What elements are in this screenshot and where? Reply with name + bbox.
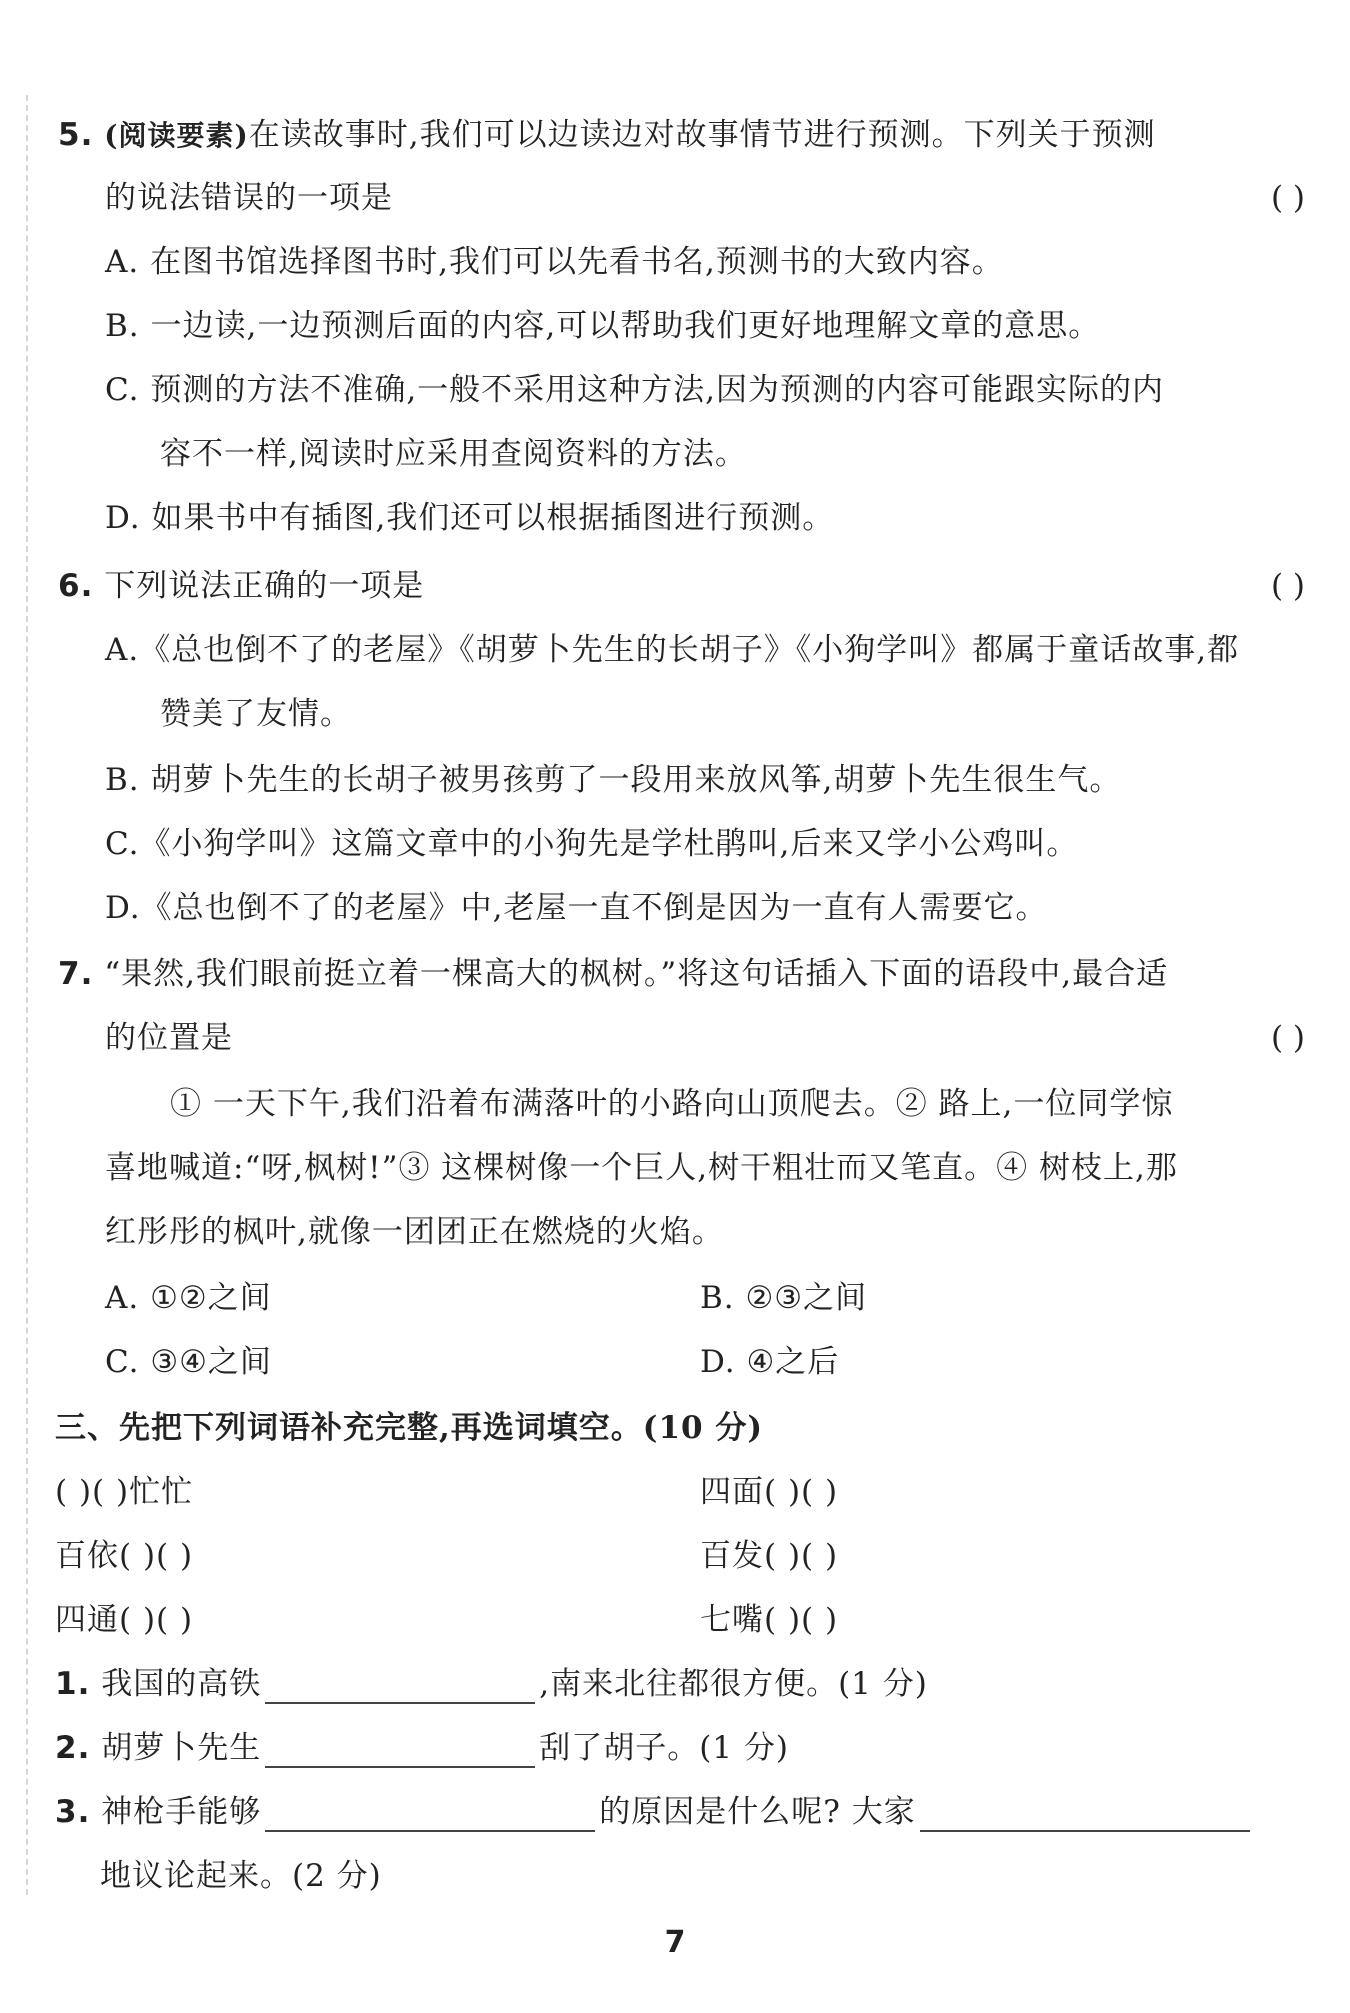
q6-stem-text: 下列说法正确的一项是 xyxy=(104,568,425,604)
idiom-blank-4[interactable]: 百发( )( ) xyxy=(700,1538,839,1574)
fill-item-2-number: 2. xyxy=(55,1730,91,1766)
q7-passage-line2: 喜地喊道:“呀,枫树!”③ 这棵树像一个巨人,树干粗壮而又笔直。④ 树枝上,那 xyxy=(105,1150,1178,1186)
q6-option-c: C.《小狗学叫》这篇文章中的小狗先是学杜鹃叫,后来又学小公鸡叫。 xyxy=(105,826,1079,862)
q7-number: 7. xyxy=(58,956,94,992)
q6-answer-paren[interactable]: ( ) xyxy=(1270,568,1305,604)
q5-option-c-line1: C. 预测的方法不准确,一般不采用这种方法,因为预测的内容可能跟实际的内 xyxy=(105,372,1165,408)
q5-option-d: D. 如果书中有插图,我们还可以根据插图进行预测。 xyxy=(105,500,835,536)
fill-item-1 xyxy=(55,1664,928,1704)
fill-item-3-line1 xyxy=(55,1792,1254,1832)
q6-option-d: D.《总也倒不了的老屋》中,老屋一直不倒是因为一直有人需要它。 xyxy=(105,890,1048,926)
fill-item-1-post: ,南来北往都很方便。(1 分) xyxy=(539,1666,928,1702)
q5-number: 5. xyxy=(58,117,94,153)
q7-stem-line2: 的位置是 xyxy=(105,1020,233,1056)
q7-stem-text: “果然,我们眼前挺立着一棵高大的枫树。”将这句话插入下面的语段中,最合适 xyxy=(104,956,1169,992)
fill-item-3-blank-b[interactable] xyxy=(920,1800,1250,1832)
q5-answer-paren[interactable]: ( ) xyxy=(1270,180,1305,216)
fill-item-3-pre: 神枪手能够 xyxy=(101,1794,262,1830)
fill-item-3-line2: 地议论起来。(2 分) xyxy=(100,1858,382,1894)
q7-stem-line1 xyxy=(58,954,1168,994)
q6-option-a-line1: A.《总也倒不了的老屋》《胡萝卜先生的长胡子》《小狗学叫》都属于童话故事,都 xyxy=(105,632,1240,668)
binding-margin-line xyxy=(26,95,28,1895)
q7-answer-paren[interactable]: ( ) xyxy=(1270,1020,1305,1056)
fill-item-3-number: 3. xyxy=(55,1794,91,1830)
q6-option-b: B. 胡萝卜先生的长胡子被男孩剪了一段用来放风筝,胡萝卜先生很生气。 xyxy=(105,762,1122,798)
q7-passage-line1: ① 一天下午,我们沿着布满落叶的小路向山顶爬去。② 路上,一位同学惊 xyxy=(170,1086,1174,1122)
q5-stem-line2: 的说法错误的一项是 xyxy=(105,180,393,216)
q5-stem-text: 在读故事时,我们可以边读边对故事情节进行预测。下列关于预测 xyxy=(248,117,1156,153)
fill-item-2-post: 刮了胡子。(1 分) xyxy=(539,1730,789,1766)
fill-item-3-blank-a[interactable] xyxy=(265,1800,595,1832)
fill-item-3-mid: 的原因是什么呢? 大家 xyxy=(599,1794,916,1830)
fill-item-1-number: 1. xyxy=(55,1666,91,1702)
page-number: 7 xyxy=(664,1925,686,1960)
fill-item-1-blank[interactable] xyxy=(265,1672,535,1704)
idiom-blank-2[interactable]: 四面( )( ) xyxy=(700,1474,839,1510)
q7-option-b: B. ②③之间 xyxy=(700,1280,868,1316)
fill-item-2 xyxy=(55,1728,789,1768)
q5-tag: (阅读要素) xyxy=(104,119,249,152)
q5-option-c-line2: 容不一样,阅读时应采用查阅资料的方法。 xyxy=(160,436,747,472)
fill-item-1-pre: 我国的高铁 xyxy=(101,1666,262,1702)
q6-option-a-line2: 赞美了友情。 xyxy=(160,696,352,732)
fill-item-2-blank[interactable] xyxy=(265,1736,535,1768)
q7-passage-line3: 红彤彤的枫叶,就像一团团正在燃烧的火焰。 xyxy=(105,1214,724,1250)
q7-option-c: C. ③④之间 xyxy=(105,1344,272,1380)
idiom-blank-6[interactable]: 七嘴( )( ) xyxy=(700,1602,839,1638)
q5-option-a: A. 在图书馆选择图书时,我们可以先看书名,预测书的大致内容。 xyxy=(105,244,1004,280)
section3-title: 三、先把下列词语补充完整,再选词填空。(10 分) xyxy=(55,1410,764,1446)
q7-option-a: A. ①②之间 xyxy=(105,1280,272,1316)
idiom-blank-1[interactable]: ( )( )忙忙 xyxy=(55,1474,194,1510)
q6-stem xyxy=(58,566,424,606)
idiom-blank-5[interactable]: 四通( )( ) xyxy=(55,1602,194,1638)
q6-number: 6. xyxy=(58,568,94,604)
q5-option-b: B. 一边读,一边预测后面的内容,可以帮助我们更好地理解文章的意思。 xyxy=(105,308,1101,344)
idiom-blank-3[interactable]: 百依( )( ) xyxy=(55,1538,194,1574)
fill-item-2-pre: 胡萝卜先生 xyxy=(101,1730,262,1766)
q5-stem-line1 xyxy=(58,115,1156,156)
q7-option-d: D. ④之后 xyxy=(700,1344,840,1380)
